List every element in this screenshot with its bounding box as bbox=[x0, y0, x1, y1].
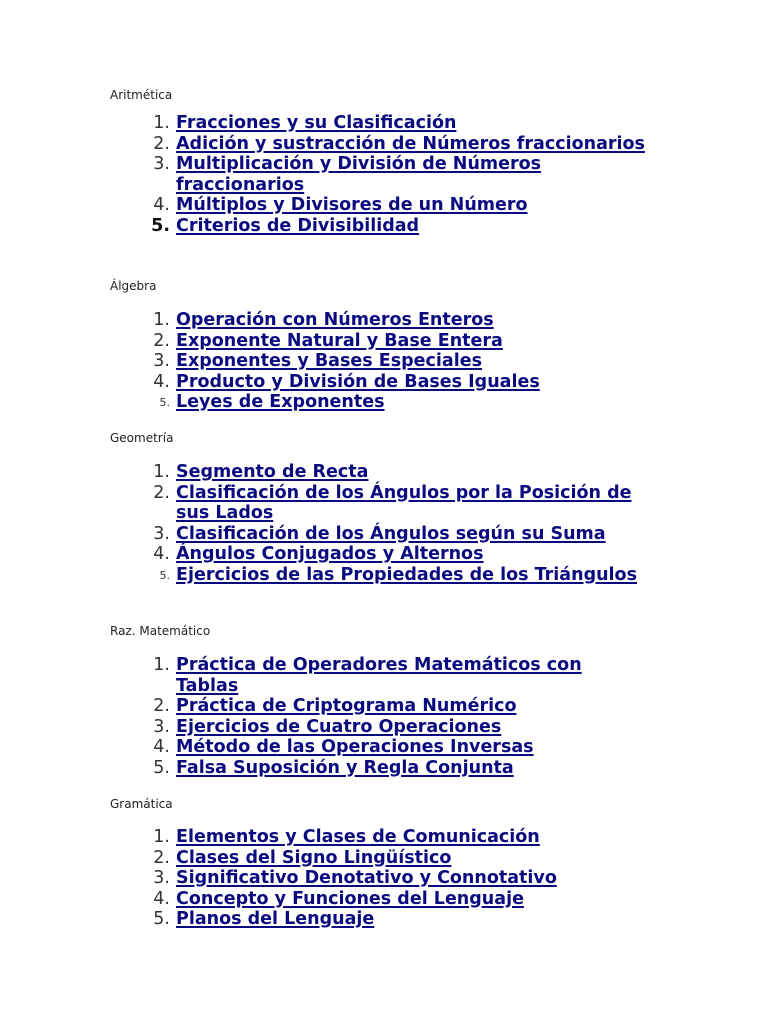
item-number: 2. bbox=[153, 696, 170, 716]
item-number: 1. bbox=[153, 655, 170, 675]
topic-link[interactable]: Concepto y Funciones del Lenguaje bbox=[176, 888, 524, 909]
topic-link[interactable]: Elementos y Clases de Comunicación bbox=[176, 827, 540, 847]
topic-link[interactable]: Clasificación de los Ángulos según su Suma bbox=[176, 523, 606, 544]
topic-link[interactable]: Criterios de Divisibilidad bbox=[176, 215, 420, 236]
list-item bbox=[0, 889, 646, 910]
item-number: 3. bbox=[153, 154, 170, 174]
list-item bbox=[0, 462, 646, 483]
list-item bbox=[0, 524, 646, 545]
list-item bbox=[0, 758, 646, 779]
item-number: 3. bbox=[153, 716, 170, 737]
topic-link[interactable]: Múltiplos y Divisores de un Número bbox=[176, 195, 528, 215]
section-title-aritmetica: Aritmética bbox=[110, 88, 173, 102]
item-number: 5. bbox=[153, 909, 170, 929]
item-number: 4. bbox=[153, 544, 170, 564]
topic-link[interactable]: Segmento de Recta bbox=[176, 462, 369, 482]
item-number: 4. bbox=[153, 195, 170, 215]
item-number: 4. bbox=[153, 888, 170, 909]
item-number: 3. bbox=[153, 351, 170, 371]
list-item bbox=[0, 848, 646, 869]
item-number: 1. bbox=[153, 113, 170, 133]
item-number: 2. bbox=[153, 133, 170, 154]
item-number: 5. bbox=[159, 568, 170, 582]
topic-link[interactable]: Exponentes y Bases Especiales bbox=[176, 351, 482, 371]
list-item bbox=[0, 717, 646, 738]
list-item bbox=[0, 195, 646, 216]
list-item bbox=[0, 483, 646, 524]
section-title-algebra: Álgebra bbox=[110, 279, 157, 293]
list-item bbox=[0, 737, 646, 758]
topic-link[interactable]: Producto y División de Bases Iguales bbox=[176, 371, 540, 392]
list-item bbox=[0, 310, 646, 331]
item-number: 4. bbox=[153, 737, 170, 757]
list-item bbox=[0, 565, 646, 586]
list-item bbox=[0, 696, 646, 717]
list-item bbox=[0, 134, 646, 155]
list-item bbox=[0, 331, 646, 352]
topic-link[interactable]: Significativo Denotativo y Connotativo bbox=[176, 868, 557, 888]
list-item bbox=[0, 216, 646, 237]
item-number: 1. bbox=[153, 462, 170, 482]
list-item bbox=[0, 655, 646, 696]
topic-link[interactable]: Adición y sustracción de Números fraccionarios bbox=[176, 133, 645, 154]
item-number: 2. bbox=[153, 330, 170, 351]
item-number: 2. bbox=[153, 847, 170, 868]
topic-link[interactable]: Multiplicación y División de Números fraccionarios bbox=[176, 154, 542, 195]
topic-link[interactable]: Planos del Lenguaje bbox=[176, 909, 375, 929]
topic-link[interactable]: Ejercicios de las Propiedades de los Triángulos bbox=[176, 564, 637, 585]
list-item bbox=[0, 544, 646, 565]
topic-list-aritmetica bbox=[0, 113, 768, 236]
topic-link[interactable]: Leyes de Exponentes bbox=[176, 392, 385, 412]
topic-list-geometria bbox=[0, 462, 768, 585]
item-number: 5. bbox=[153, 757, 170, 778]
topic-list-algebra bbox=[0, 310, 768, 413]
item-number: 5. bbox=[151, 215, 170, 236]
topic-link[interactable]: Fracciones y su Clasificación bbox=[176, 113, 457, 133]
list-item bbox=[0, 351, 646, 372]
item-number: 1. bbox=[153, 310, 170, 330]
list-item bbox=[0, 113, 646, 134]
item-number: 3. bbox=[153, 523, 170, 544]
item-number: 3. bbox=[153, 868, 170, 888]
list-item bbox=[0, 392, 646, 413]
topic-link[interactable]: Clasificación de los Ángulos por la Posición de sus Lados bbox=[176, 482, 632, 523]
item-number: 4. bbox=[153, 371, 170, 392]
list-item bbox=[0, 868, 646, 889]
topic-link[interactable]: Ejercicios de Cuatro Operaciones bbox=[176, 716, 502, 737]
section-title-gramatica: Gramática bbox=[110, 797, 173, 811]
list-item bbox=[0, 372, 646, 393]
topic-link[interactable]: Ángulos Conjugados y Alternos bbox=[176, 544, 484, 564]
topic-link[interactable]: Práctica de Operadores Matemáticos con Tablas bbox=[176, 655, 582, 696]
list-item bbox=[0, 154, 646, 195]
section-title-geometria: Geometría bbox=[110, 431, 174, 445]
item-number: 2. bbox=[153, 482, 170, 503]
section-title-raz-matematico: Raz. Matemático bbox=[110, 624, 211, 638]
topic-link[interactable]: Práctica de Criptograma Numérico bbox=[176, 696, 517, 716]
topic-link[interactable]: Falsa Suposición y Regla Conjunta bbox=[176, 757, 514, 778]
topic-list-gramatica bbox=[0, 827, 768, 930]
topic-link[interactable]: Exponente Natural y Base Entera bbox=[176, 330, 503, 351]
item-number: 1. bbox=[153, 827, 170, 847]
topic-link[interactable]: Método de las Operaciones Inversas bbox=[176, 737, 534, 757]
list-item bbox=[0, 909, 646, 930]
item-number: 5. bbox=[159, 396, 170, 409]
topic-list-raz-matematico bbox=[0, 655, 768, 778]
list-item bbox=[0, 827, 646, 848]
topic-link[interactable]: Clases del Signo Lingüístico bbox=[176, 847, 452, 868]
topic-link[interactable]: Operación con Números Enteros bbox=[176, 310, 494, 330]
